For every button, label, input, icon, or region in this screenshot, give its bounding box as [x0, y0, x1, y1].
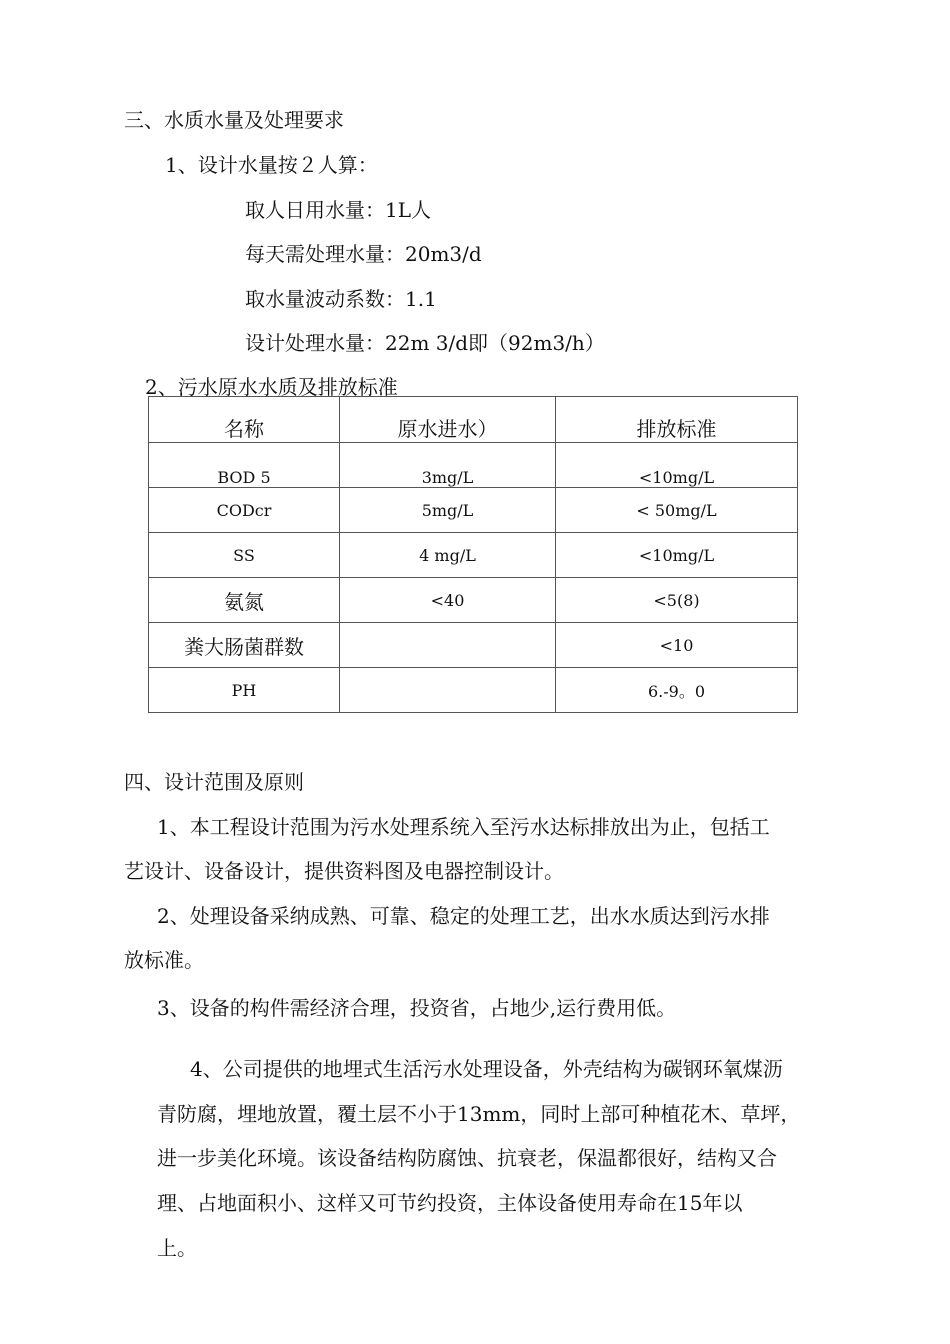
- fluctuation-line: 取水量波动系数：1.1: [245, 287, 437, 311]
- row-standard: 6.-9。0: [556, 668, 798, 713]
- paragraph-1-line-2: 艺设计、设备设计，提供资料图及电器控制设计。: [124, 859, 564, 883]
- row-standard: < 50mg/L: [556, 488, 798, 533]
- row-raw: [340, 668, 556, 713]
- row-standard: <10: [556, 623, 798, 668]
- paragraph-1-line-1: 1、本工程设计范围为污水处理系统入至污水达标排放出为止，包括工: [157, 815, 770, 839]
- paragraph-2-line-1: 2、处理设备采纳成熟、可靠、稳定的处理工艺，出水水质达到污水排: [157, 904, 770, 928]
- paragraph-4-line-2: 青防腐，埋地放置，覆土层不小于13mm，同时上部可种植花木、草坪，: [157, 1102, 801, 1126]
- water-quality-table: [148, 396, 798, 713]
- paragraph-2-line-2: 放标准。: [124, 948, 204, 972]
- row-standard: <10mg/L: [556, 443, 798, 488]
- row-name: SS: [149, 533, 340, 578]
- paragraph-4-line-3: 进一步美化环境。该设备结构防腐蚀、抗衰老，保温都很好，结构又合: [157, 1146, 777, 1170]
- row-raw: <40: [340, 578, 556, 623]
- table-row: [149, 443, 798, 488]
- row-raw: 3mg/L: [340, 443, 556, 488]
- item-2-title: 2、污水原水水质及排放标准: [145, 375, 398, 399]
- row-name: BOD 5: [149, 443, 340, 488]
- paragraph-4-line-4: 理、占地面积小、这样又可节约投资，主体设备使用寿命在15年以: [157, 1191, 743, 1215]
- paragraph-4-line-5: 上。: [157, 1236, 197, 1260]
- row-name: 氨氮: [149, 578, 340, 623]
- section-3-heading: 三、水质水量及处理要求: [124, 108, 344, 132]
- row-raw: [340, 623, 556, 668]
- daily-water-line: 取人日用水量：1L人: [245, 198, 432, 222]
- table-row: [149, 488, 798, 533]
- table-header-row: [149, 397, 798, 443]
- paragraph-3: 3、设备的构件需经济合理，投资省，占地少,运行费用低。: [157, 996, 677, 1020]
- row-raw: 4 mg/L: [340, 533, 556, 578]
- header-name: 名称: [149, 397, 340, 443]
- table-row: [149, 533, 798, 578]
- row-standard: <10mg/L: [556, 533, 798, 578]
- design-capacity-line: 设计处理水量：22m 3/d即（92m3/h）: [245, 331, 605, 355]
- row-name: 粪大肠菌群数: [149, 623, 340, 668]
- header-raw: 原水进水）: [340, 397, 556, 443]
- header-standard: 排放标准: [556, 397, 798, 443]
- row-name: PH: [149, 668, 340, 713]
- item-1-title: 1、设计水量按２人算：: [165, 153, 378, 177]
- paragraph-4-line-1: 4、公司提供的地埋式生活污水处理设备，外壳结构为碳钢环氧煤沥: [190, 1057, 783, 1081]
- row-standard: <5(8): [556, 578, 798, 623]
- row-raw: 5mg/L: [340, 488, 556, 533]
- table-row: [149, 578, 798, 623]
- section-4-heading: 四、设计范围及原则: [124, 770, 304, 794]
- row-name: CODcr: [149, 488, 340, 533]
- daily-treatment-line: 每天需处理水量：20m3/d: [245, 242, 482, 266]
- table-row: [149, 623, 798, 668]
- table-row: [149, 668, 798, 713]
